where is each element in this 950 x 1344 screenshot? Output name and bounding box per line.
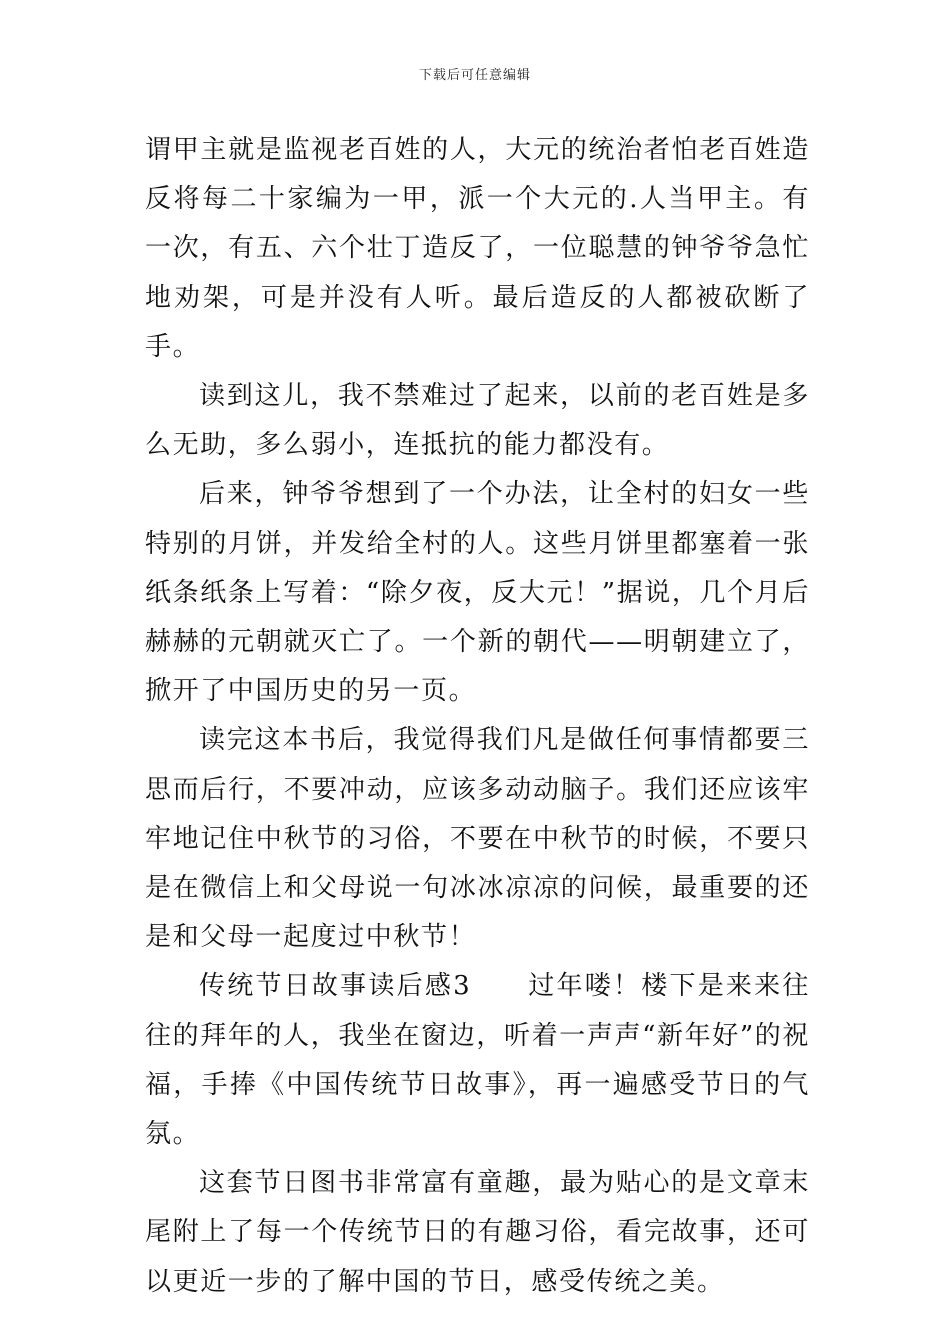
header-note: 下载后可任意编辑 — [418, 68, 531, 83]
paragraph: 后来，钟爷爷想到了一个办法，让全村的妇女一些特别的月饼，并发给全村的人。这些月饼里都塞着一张纸条纸条上写着：“除夕夜，反大元！”据说，几个月后赫赫的元朝就灭亡了。一个新的朝代——明朝建立了，掀开了中国历史的另一页。 — [145, 479, 810, 707]
paragraph: 传统节日故事读后感3 过年喽！楼下是来来往往的拜年的人，我坐在窗边，听着一声声“新年好”的祝福，手捧《中国传统节日故事》，再一遍感受节日的气氛。 — [145, 971, 810, 1150]
body-text — [145, 126, 810, 1307]
paragraph: 读完这本书后，我觉得我们凡是做任何事情都要三思而后行，不要冲动，应该多动动脑子。我们还应该牢牢地记住中秋节的习俗，不要在中秋节的时候，不要只是在微信上和父母说一句冰冰凉凉的问候，最重要的还是和父母一起度过中秋节！ — [145, 725, 810, 953]
paragraph: 读到这儿，我不禁难过了起来，以前的老百姓是多么无助，多么弱小，连抵抗的能力都没有。 — [145, 381, 810, 461]
paragraph: 这套节日图书非常富有童趣，最为贴心的是文章末尾附上了每一个传统节日的有趣习俗，看完故事，还可以更近一步的了解中国的节日，感受传统之美。 — [145, 1168, 810, 1297]
paragraph: 谓甲主就是监视老百姓的人，大元的统治者怕老百姓造反将每二十家编为一甲，派一个大元的.人当甲主。有一次，有五、六个壮丁造反了，一位聪慧的钟爷爷急忙地劝架，可是并没有人听。最后造反的人都被砍断了手。 — [145, 135, 810, 362]
